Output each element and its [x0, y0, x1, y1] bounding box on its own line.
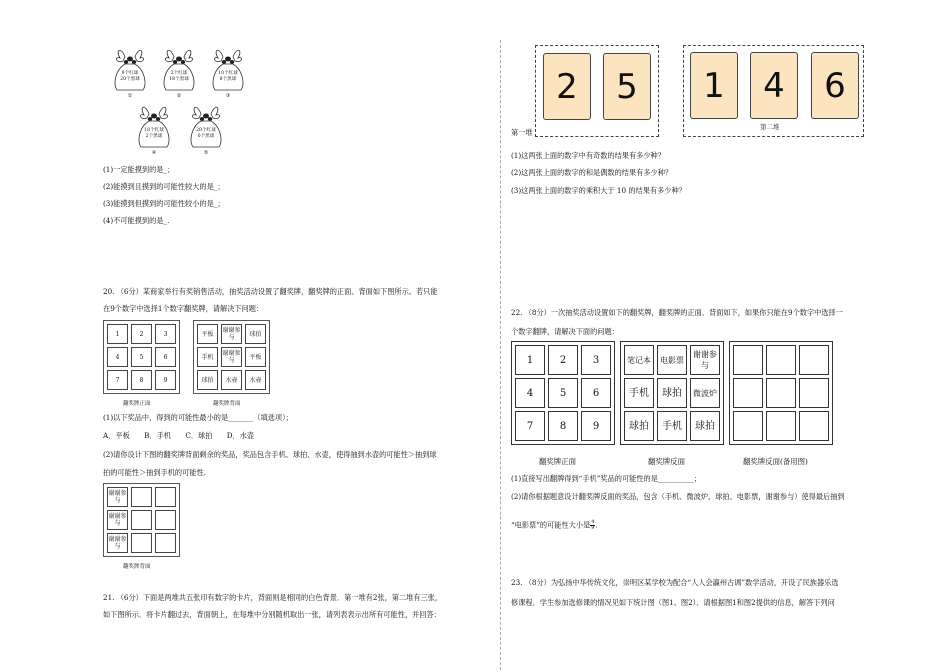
card: 6	[811, 52, 859, 119]
grid-cell: 手机	[197, 347, 218, 367]
grid-cell: 4	[515, 378, 545, 408]
card: 5	[603, 53, 651, 120]
bag-red-count: 18个红球	[144, 128, 164, 133]
pile-two-label: 第二堆	[760, 123, 780, 131]
grid-cell	[131, 510, 152, 530]
grid-cell: 谢谢参与	[107, 487, 128, 507]
grid-cell: 8	[548, 411, 578, 441]
grid-cell	[131, 533, 152, 553]
ball-bag	[111, 44, 149, 102]
grid-cell: 7	[515, 411, 545, 441]
q22-front-grid	[511, 341, 615, 445]
grid-cell: 3	[581, 345, 611, 375]
bag-icon	[187, 101, 225, 151]
bag-icon	[111, 44, 149, 94]
q19-sub3: (3)能摸到但摸到的可能性较小的是_；	[103, 199, 225, 208]
q22-spare-grid	[729, 341, 833, 445]
fraction-denominator: 9	[591, 525, 595, 531]
q20-sub1: (1)以下奖品中，得到的可能性最小的是_______（填选项）；	[103, 413, 293, 422]
fraction-numerator: 4	[591, 519, 595, 525]
grid-cell: 水壶	[245, 370, 266, 390]
q21-sub2: (2)这两张上面的数字的和是偶数的结果有多少种？	[511, 168, 673, 177]
q19-sub2: (2)能摸到且摸到的可能性较大的是_；	[103, 182, 225, 191]
grid-cell	[155, 510, 176, 530]
pile-one-label: 第一堆	[511, 128, 533, 137]
q22-caption-front: 翻奖牌正面	[539, 457, 576, 466]
ball-bag	[135, 101, 173, 159]
card: 4	[750, 52, 798, 119]
q22-back-grid	[620, 341, 724, 445]
q20-stem-line1: 20. （6分）某商家举行有奖销售活动，抽奖活动设置了翻奖牌，翻奖牌的正面、背面如下图所示。若只能	[103, 287, 438, 296]
bag-icon	[209, 44, 247, 94]
pile-one-box	[535, 45, 659, 137]
grid-cell: 7	[107, 370, 128, 390]
q19-sub4: (4)不可能摸到的是_.	[103, 216, 170, 225]
q20-caption-back: 翻奖牌背面	[213, 401, 241, 407]
q19-sub1: (1)一定能摸到的是_；	[103, 165, 175, 174]
q21-stem-line1: 21. （6分）下面是两堆共五张印有数字的卡片，背面则是相同的白色背景．第一堆有2张，第二堆有三张，	[103, 593, 443, 602]
bag-red-count: 10个红球	[218, 71, 238, 76]
bag-black-count: 0个黑球	[197, 134, 215, 139]
grid-cell: 谢谢参与	[690, 345, 720, 375]
bag-black-count: 2个黑球	[145, 134, 163, 139]
column-divider	[500, 40, 501, 670]
grid-cell: 1	[107, 324, 128, 344]
bag-black-count: 20个黑球	[120, 77, 140, 82]
grid-cell: 球拍	[690, 411, 720, 441]
grid-cell: 球拍	[245, 324, 266, 344]
grid-cell	[799, 411, 829, 441]
grid-cell: 5	[548, 378, 578, 408]
grid-cell	[155, 487, 176, 507]
ball-bag	[209, 44, 247, 102]
q20-sub2-line2: 拍的可能性＞抽到手机的可能性.	[103, 468, 206, 477]
q22-sub1: (1)直接写出翻牌得到“手机”奖品的可能性的是__________；	[511, 474, 702, 483]
grid-cell: 6	[155, 347, 176, 367]
grid-cell: 球拍	[197, 370, 218, 390]
grid-cell: 2	[131, 324, 152, 344]
card: 2	[543, 53, 591, 120]
q22-sub2-line1: (2)请你根据题意设计翻奖牌反面的奖品，包含（手机、微波炉、球拍、电影票，谢谢参与）使得最后抽到	[511, 492, 845, 501]
grid-cell	[155, 533, 176, 553]
pile-two-box	[683, 45, 864, 137]
bag-red-count: 2个红球	[170, 71, 188, 76]
grid-cell: 微波炉	[690, 378, 720, 408]
grid-cell: 谢谢参与	[221, 347, 242, 367]
q20-caption-design: 翻奖牌背面	[123, 564, 151, 570]
grid-cell: 手机	[657, 411, 687, 441]
ball-bag	[160, 44, 198, 102]
grid-cell: 8	[131, 370, 152, 390]
q20-caption-front: 翻奖牌正面	[123, 401, 151, 407]
grid-cell	[131, 487, 152, 507]
bag-icon	[135, 101, 173, 151]
q22-stem-line1: 22. （8分）一次抽奖活动设置如下的翻奖牌，翻奖牌的正面、背面如下，如果你只能在9个数字中选择一	[511, 308, 843, 317]
q20-design-grid	[103, 483, 180, 557]
grid-cell	[733, 411, 763, 441]
grid-cell: 9	[581, 411, 611, 441]
grid-cell	[733, 378, 763, 408]
q22-caption-back: 翻奖牌反面	[648, 457, 685, 466]
bag-number: ③	[225, 93, 231, 99]
grid-cell	[799, 345, 829, 375]
grid-cell: 手机	[624, 378, 654, 408]
q20-sub2-line1: (2)请你设计下图的翻奖牌背面剩余的奖品，奖品包含手机、球拍、水壶，使得抽到水壶的可能性＞抽到球	[103, 450, 437, 459]
q20-options: A．平板 B．手机 C．球拍 D．水壶	[103, 431, 255, 440]
q22-sub2-end: .	[595, 520, 598, 530]
q22-caption-spare: 翻奖牌反面(备用图)	[743, 457, 808, 466]
grid-cell: 1	[515, 345, 545, 375]
card: 1	[690, 52, 738, 119]
bag-black-count: 18个黑球	[169, 77, 189, 82]
q20-back-grid	[193, 320, 270, 394]
bag-black-count: 8个黑球	[219, 77, 237, 82]
grid-cell: 4	[107, 347, 128, 367]
grid-cell: 6	[581, 378, 611, 408]
grid-cell: 水壶	[221, 370, 242, 390]
grid-cell: 球拍	[624, 411, 654, 441]
q20-stem-line2: 在9个数字中选择1个数字翻奖牌，请解决下问题：	[103, 304, 264, 313]
q21-sub1: (1)这两张上面的数字中有奇数的结果有多少种？	[511, 151, 665, 160]
grid-cell: 5	[131, 347, 152, 367]
grid-cell	[733, 345, 763, 375]
grid-cell	[766, 378, 796, 408]
bag-number: ②	[176, 93, 182, 99]
ball-bag	[187, 101, 225, 159]
q23-stem-line2: 修课程．学生参加选修课的情况见如下统计图（图1、图2）．请根据图1和图2提供的信息，解答下列问	[511, 598, 835, 607]
grid-cell: 平板	[245, 347, 266, 367]
bag-number: ①	[127, 93, 133, 99]
bag-number: ⑤	[203, 150, 209, 156]
q22-sub2-line2	[511, 520, 598, 531]
q20-front-grid	[103, 320, 180, 394]
grid-cell: 平板	[197, 324, 218, 344]
grid-cell	[766, 411, 796, 441]
grid-cell	[799, 378, 829, 408]
q21-sub3: (3)这两张上面的数字的乘积大于 10 的结果有多少种？	[511, 186, 686, 195]
bag-icon	[160, 44, 198, 94]
grid-cell: 谢谢参与	[107, 510, 128, 530]
q21-stem-line2: 如下图所示．将卡片翻过去，背面朝上，在每堆中分别随机取出一张，请列表表示出所有可能性，并回答：	[103, 610, 441, 619]
grid-cell: 3	[155, 324, 176, 344]
grid-cell	[766, 345, 796, 375]
q22-stem-line2: 个数字翻牌，请解决下面的问题：	[511, 327, 619, 336]
q22-sub2-text: “电影票”的可能性大小是	[511, 520, 591, 530]
grid-cell: 笔记本	[624, 345, 654, 375]
grid-cell: 谢谢参与	[107, 533, 128, 553]
bag-number: ④	[151, 150, 157, 156]
grid-cell: 球拍	[657, 378, 687, 408]
grid-cell: 谢谢参与	[221, 324, 242, 344]
grid-cell: 9	[155, 370, 176, 390]
bag-red-count: 20个红球	[196, 128, 216, 133]
grid-cell: 电影票	[657, 345, 687, 375]
q23-stem-line1: 23. （8分）为弘扬中华传统文化，崇明区某学校为配合“人人会瀛州古调”数学活动，开设了民族器乐选	[511, 578, 839, 587]
bag-red-count: 9个红球	[121, 71, 139, 76]
grid-cell: 2	[548, 345, 578, 375]
